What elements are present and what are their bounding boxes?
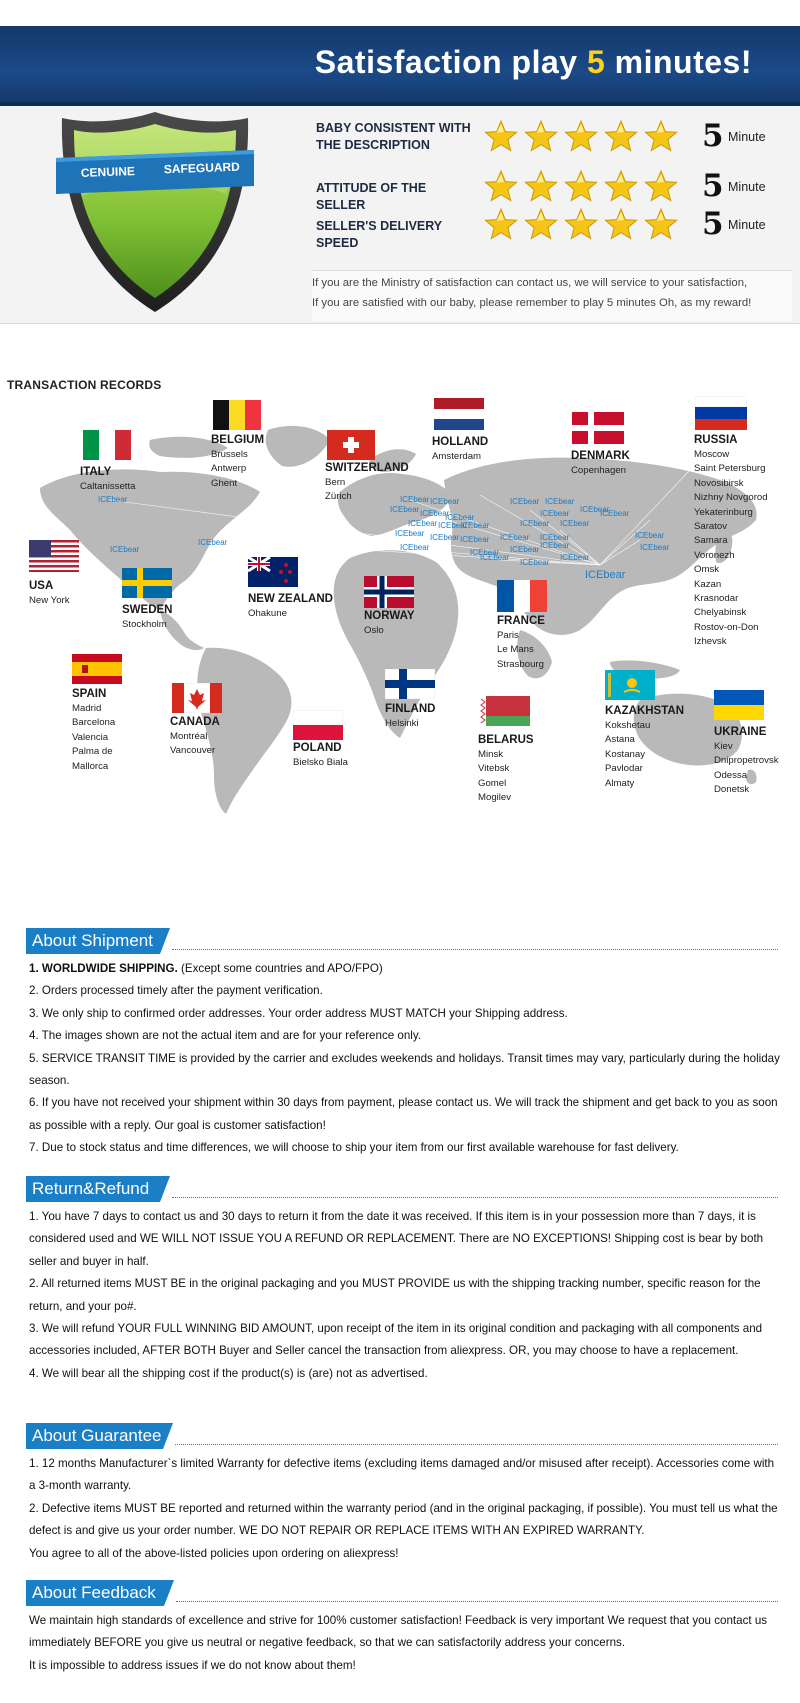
star-icon <box>484 120 518 154</box>
city-name: Kiev <box>714 741 733 752</box>
icebear-label: ICEbear <box>430 533 460 542</box>
country-cities <box>122 618 167 632</box>
city-name: Palma de <box>72 746 113 758</box>
star-icon <box>644 208 678 242</box>
country-cities <box>293 756 348 770</box>
city-name: Montréal <box>170 731 208 742</box>
section-title: About Feedback <box>26 1580 164 1606</box>
city-name: Samara <box>694 535 728 547</box>
rating-row <box>316 170 786 210</box>
satisfaction-note <box>312 270 792 321</box>
policy-item <box>29 1025 781 1047</box>
icebear-label: ICEbear <box>510 497 540 506</box>
policy-item <box>29 1318 781 1363</box>
city-name: Oslo <box>364 625 384 636</box>
country-cities <box>385 717 419 731</box>
ukraine-flag-icon <box>714 690 764 720</box>
star-rating <box>484 208 684 244</box>
city-name: Saint Petersburg <box>694 463 766 475</box>
country-name: BELGIUM <box>211 434 265 446</box>
policy-item-bold: 1. WORLDWIDE SHIPPING. <box>29 962 178 975</box>
star-icon <box>644 170 678 204</box>
france-flag-icon <box>497 580 547 612</box>
icebear-label: ICEbear <box>430 497 460 506</box>
policy-item <box>29 1273 781 1318</box>
policy-item <box>29 1655 781 1677</box>
icebear-label: ICEbear <box>640 543 670 552</box>
country-name: ITALY <box>80 466 112 478</box>
policy-item-text: We maintain high standards of excellence and strive for 100% customer satisfaction! Feedback is very important We request that you contact us immediately BEFORE you give us neutral or negative feedback, so that we can satisfactorily address your concerns. <box>29 1614 768 1650</box>
city-name: Zürich <box>325 491 352 503</box>
city-name: Izhevsk <box>694 636 727 648</box>
icebear-label: ICEbear <box>510 545 540 554</box>
country-cities <box>605 719 650 791</box>
policy-item-text: 3. We will refund YOUR FULL WINNING BID AMOUNT, upon receipt of the item in its original condition and packaging with all components and accessories included, AFTER BOTH Buyer and Seller cancel the transaction from aliexpress. OR, you may choose to have a replacement. <box>29 1322 763 1358</box>
rating-unit: Minute <box>728 180 766 194</box>
icebear-label: ICEbear <box>420 509 450 518</box>
star-icon <box>564 120 598 154</box>
country-name: SWEDEN <box>122 604 173 616</box>
city-name: Strasbourg <box>497 658 544 670</box>
policy-item <box>29 1003 781 1025</box>
policy-item-text: You agree to all of the above-listed policies upon ordering on aliexpress! <box>29 1546 399 1560</box>
icebear-label: ICEbear <box>390 505 420 514</box>
section-title: About Guarantee <box>26 1423 163 1449</box>
icebear-label: ICEbear <box>520 558 550 567</box>
banner-title-bar <box>0 26 800 102</box>
city-name: Krasnodar <box>694 593 739 605</box>
country-name: USA <box>29 580 54 592</box>
icebear-label: ICEbear <box>480 553 510 562</box>
country-name: NORWAY <box>364 610 415 622</box>
policy-item <box>29 1543 781 1565</box>
policy-item <box>29 980 781 1002</box>
rating-label: ATTITUDE OF THE SELLER <box>316 181 427 212</box>
country-cities <box>170 730 215 759</box>
section-divider <box>172 1197 778 1198</box>
city-name: Novosibirsk <box>694 477 744 489</box>
section-title: About Shipment <box>26 928 160 954</box>
city-name: Amsterdam <box>432 451 482 462</box>
rating-unit: Minute <box>728 218 766 232</box>
city-name: Saratov <box>694 521 728 533</box>
rating-label: SELLER'S DELIVERY SPEED <box>316 219 442 250</box>
star-icon <box>484 208 518 242</box>
icebear-label: ICEbear <box>540 541 570 550</box>
policy-item <box>29 958 781 980</box>
city-name: Kokshetau <box>605 720 651 731</box>
city-name: Mogilev <box>478 792 512 804</box>
city-name: Caltanissetta <box>80 481 136 492</box>
policy-item-text: 1. You have 7 days to contact us and 30 days to return it from the date it was received. If this item is in your possession more than 7 days, it is considered used and WE WILL NOT ISSUE YOU A REFUND OR REPLACEMENT. There are NO EXCEPTIONS! Shipping cost is bear by both seller and buyer in half. <box>29 1210 764 1268</box>
city-name: Odessa <box>714 769 748 781</box>
country-cities <box>80 480 135 494</box>
policy-item-text: 3. We only ship to confirmed order addresses. Your order address MUST MATCH your Shipping address. <box>29 1006 568 1020</box>
section-header <box>26 1423 778 1449</box>
city-name: Yekaterinburg <box>694 506 753 518</box>
icebear-label: ICEbear <box>500 533 530 542</box>
sweden-flag-icon <box>122 568 172 598</box>
country-name: SWITZERLAND <box>325 462 409 474</box>
country-name: CANADA <box>170 716 220 728</box>
city-name: Vitebsk <box>478 763 510 775</box>
icebear-label: ICEbear <box>408 519 438 528</box>
icebear-label: ICEbear <box>400 543 430 552</box>
city-name: Paris <box>497 630 519 641</box>
city-name: Brussels <box>211 449 248 460</box>
star-rating <box>484 170 684 206</box>
icebear-label: ICEbear <box>560 553 590 562</box>
city-name: Barcelona <box>72 717 116 729</box>
policy-item <box>29 1137 781 1159</box>
country-name: HOLLAND <box>432 436 489 448</box>
policy-item-text: 4. The images shown are not the actual item and are for your reference only. <box>29 1029 422 1043</box>
city-name: Ghent <box>211 477 238 489</box>
icebear-label: ICEbear <box>110 545 140 554</box>
rating-row <box>316 120 786 160</box>
section-header <box>26 928 778 954</box>
country-cities <box>29 594 70 608</box>
star-icon <box>564 208 598 242</box>
rating-unit: Minute <box>728 130 766 144</box>
policy-item-text: 1. 12 months Manufacturer`s limited Warranty for defective items (excluding items damaged and/or misused after receipt). Accessories come with a 3-month warranty. <box>29 1457 775 1493</box>
city-name: Rostov-on-Don <box>694 621 759 633</box>
satisfaction-banner <box>0 26 800 324</box>
country-cities <box>432 450 481 464</box>
icebear-label: ICEbear <box>580 505 610 514</box>
city-name: Madrid <box>72 703 102 714</box>
city-name: Chelyabinsk <box>694 607 747 619</box>
country-name: POLAND <box>293 742 342 754</box>
icebear-label: ICEbear <box>585 569 626 581</box>
section-header <box>26 1176 778 1202</box>
holland-flag-icon <box>434 398 484 430</box>
icebear-label: ICEbear <box>545 497 575 506</box>
star-icon <box>644 120 678 154</box>
country-cities <box>694 448 768 650</box>
world-map <box>0 400 800 870</box>
icebear-label: ICEbear <box>198 538 228 547</box>
country-cities <box>72 702 115 774</box>
city-name: Donetsk <box>714 784 750 796</box>
country-name: KAZAKHSTAN <box>605 705 685 717</box>
city-name: New York <box>29 595 70 606</box>
new-zealand-flag-icon <box>248 557 298 587</box>
country-cities <box>497 629 544 672</box>
section-title: Return&Refund <box>26 1176 160 1202</box>
policy-item-text: 5. SERVICE TRANSIT TIME is provided by the carrier and excludes weekends and holidays. Transit times may vary, particularly during the holiday season. <box>29 1051 780 1088</box>
italy-flag-icon <box>83 430 131 460</box>
section-header <box>26 1580 778 1606</box>
icebear-label: ICEbear <box>400 495 430 504</box>
rating-number: 5 <box>702 118 724 154</box>
star-icon <box>564 170 598 204</box>
icebear-label: ICEbear <box>445 513 475 522</box>
section-body <box>29 1453 781 1565</box>
city-name: Nizhny Novgorod <box>694 492 768 504</box>
icebear-label: ICEbear <box>460 535 490 544</box>
policy-item <box>29 1363 781 1385</box>
country-name: NEW ZEALAND <box>248 593 333 605</box>
kazakhstan-flag-icon <box>605 670 655 700</box>
star-icon <box>604 120 638 154</box>
country-cities <box>364 624 384 638</box>
rating-label: BABY CONSISTENT WITH THE DESCRIPTION <box>316 121 471 152</box>
policy-item <box>29 1206 781 1273</box>
city-name: Le Mans <box>497 644 534 656</box>
section-divider <box>172 949 778 950</box>
city-name: Almaty <box>605 777 635 789</box>
policy-item <box>29 1498 781 1543</box>
badge-right-text: SAFEGUARD <box>163 159 241 177</box>
policy-item-text: 6. If you have not received your shipment within 30 days from payment, please contact us. We will track the shipment and get back to you as soon as possible with a reply. Our goal is customer satisfaction! <box>29 1096 778 1132</box>
city-name: Helsinki <box>385 718 419 729</box>
transaction-records-title: TRANSACTION RECORDS <box>7 378 162 392</box>
star-rating <box>484 120 684 156</box>
policy-item <box>29 1610 781 1655</box>
badge-left-text: CENUINE <box>80 164 136 180</box>
star-icon <box>524 208 558 242</box>
policy-item-text: 4. We will bear all the shipping cost if the product(s) is (are) not as advertised. <box>29 1366 428 1380</box>
section-divider <box>176 1601 778 1602</box>
city-name: Ohakune <box>248 608 287 619</box>
city-name: Valencia <box>72 731 109 743</box>
section-body <box>29 958 781 1160</box>
city-name: Mallorca <box>72 760 109 772</box>
rating-number: 5 <box>702 168 724 204</box>
russia-flag-icon <box>695 396 747 430</box>
icebear-label: ICEbear <box>635 531 665 540</box>
usa-flag-icon <box>29 540 79 572</box>
icebear-label: ICEbear <box>460 521 490 530</box>
poland-flag-icon <box>293 710 343 740</box>
city-name: Dnipropetrovsk <box>714 755 779 767</box>
icebear-label: ICEbear <box>470 548 500 557</box>
genuine-safeguard-shield-icon <box>56 108 254 316</box>
city-name: Vancouver <box>170 745 216 757</box>
city-name: Bielsko Biala <box>293 757 348 768</box>
icebear-label: ICEbear <box>520 519 550 528</box>
policy-item <box>29 1453 781 1498</box>
icebear-label: ICEbear <box>540 533 570 542</box>
country-name: RUSSIA <box>694 434 738 446</box>
city-name: Antwerp <box>211 463 247 475</box>
country-cities <box>211 448 248 491</box>
star-icon <box>604 170 638 204</box>
icebear-label: ICEbear <box>395 529 425 538</box>
country-name: BELARUS <box>478 734 534 746</box>
banner-title: Satisfaction play 5 minutes! <box>314 44 752 80</box>
city-name: Stockholm <box>122 619 167 630</box>
city-name: Kostanay <box>605 748 646 760</box>
policy-item-text: 2. All returned items MUST BE in the original packaging and you MUST PROVIDE us with the shipping tracking number, specific reason for the return, and your po#. <box>29 1277 761 1313</box>
country-name: FRANCE <box>497 615 545 627</box>
country-cities <box>325 476 352 505</box>
city-name: Pavlodar <box>605 763 643 775</box>
star-icon <box>484 170 518 204</box>
icebear-label: ICEbear <box>98 495 128 504</box>
belarus-flag-icon <box>480 696 530 726</box>
policy-item-text: It is impossible to address issues if we do not know about them! <box>29 1658 356 1672</box>
section-body <box>29 1206 781 1385</box>
note-line-2: If you are satisfied with our baby, please remember to play 5 minutes Oh, as my reward! <box>312 297 752 309</box>
policy-item-text: (Except some countries and APO/FPO) <box>177 962 383 975</box>
policy-item <box>29 1092 781 1137</box>
spain-flag-icon <box>72 654 122 684</box>
icebear-label: ICEbear <box>600 509 630 518</box>
icebear-label: ICEbear <box>438 521 468 530</box>
country-name: UKRAINE <box>714 726 767 738</box>
canada-flag-icon <box>172 683 222 713</box>
country-name: SPAIN <box>72 688 107 700</box>
section-body <box>29 1610 781 1677</box>
city-name: Copenhagen <box>571 465 626 476</box>
policy-item <box>29 1048 781 1093</box>
icebear-label: ICEbear <box>540 509 570 518</box>
city-name: Voronezh <box>694 549 735 561</box>
switzerland-flag-icon <box>327 430 375 460</box>
section-divider <box>175 1444 778 1445</box>
star-icon <box>524 170 558 204</box>
city-name: Moscow <box>694 449 730 460</box>
icebear-label: ICEbear <box>560 519 590 528</box>
finland-flag-icon <box>385 669 435 699</box>
rating-number: 5 <box>702 206 724 242</box>
country-name: DENMARK <box>571 450 630 462</box>
city-name: Kazan <box>694 578 722 590</box>
country-cities <box>478 748 511 806</box>
city-name: Omsk <box>694 564 720 576</box>
note-line-1: If you are the Ministry of satisfaction can contact us, we will service to your satisfaction, <box>312 277 748 289</box>
country-cities <box>714 740 779 798</box>
country-cities <box>248 607 287 621</box>
policy-item-text: 7. Due to stock status and time differences, we will choose to ship your item from our first available warehouse for fast delivery. <box>29 1141 679 1155</box>
denmark-flag-icon <box>572 412 624 444</box>
city-name: Astana <box>605 734 635 746</box>
city-name: Minsk <box>478 749 504 760</box>
rating-row <box>316 208 786 248</box>
country-name: FINLAND <box>385 703 436 715</box>
city-name: Bern <box>325 477 346 488</box>
policy-item-text: 2. Defective items MUST BE reported and returned within the warranty period (and in the original packaging, if possible). You must tell us what the defect is and give us your order number. WE DO NOT REPAIR OR REPLACE ITEMS WITH AN EXPIRED WARRANTY. <box>29 1501 778 1538</box>
star-icon <box>604 208 638 242</box>
policy-item-text: 2. Orders processed timely after the payment verification. <box>29 984 323 998</box>
country-cities <box>571 464 626 478</box>
belgium-flag-icon <box>213 400 261 430</box>
norway-flag-icon <box>364 576 414 608</box>
city-name: Gomel <box>478 777 507 789</box>
star-icon <box>524 120 558 154</box>
